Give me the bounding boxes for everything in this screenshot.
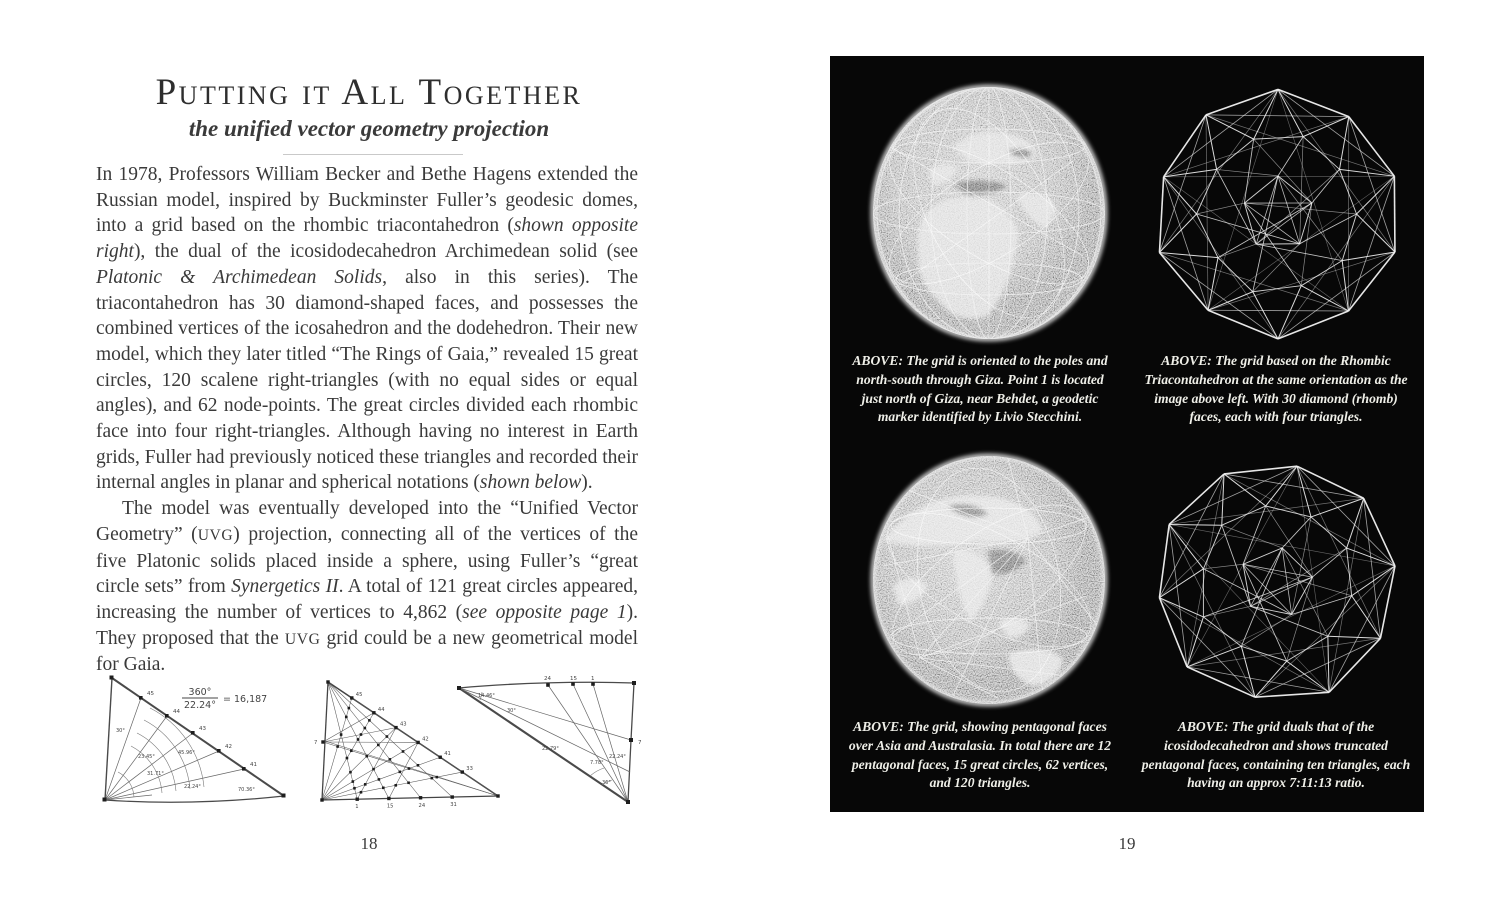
- angle-label: 70.36°: [238, 787, 255, 793]
- angle-label: 14.46°: [478, 693, 495, 699]
- angle-label: 31.71°: [147, 771, 164, 777]
- body-paragraph: In 1978, Professors William Becker and Bethe Hagens extended the Russian model, inspired by Buckminster Fuller’s geodesic domes, into a grid based on the rhombic triacontahedron (shown opposite right), the dual of the icosidodecahedron Archimedean solid (see Platonic & Archimedean Solids, also in this series). The triacontahedron has 30 diamond-shaped faces, and possesses the combined vertices of the icosahedron and the dodehedron. Their new model, which they later titled “The Rings of Gaia,” revealed 15 great circles, 120 scalene right-triangles (with no equal sides or equal angles), and 62 node-points. The great circles divided each rhombic face into four right-triangles. Although having no interest in Earth grids, Fuller had previously noticed these triangles and recorded their internal angles in planar and spherical notations (shown below).: [96, 164, 638, 494]
- node-label: 43: [199, 726, 206, 732]
- node-label: 41: [250, 762, 257, 768]
- figure-caption: ABOVE: The grid based on the Rhombic Triacontahedron at the same orientation as the image above left. With 30 diamond (rhomb) faces, each with four triangles.: [1144, 353, 1408, 425]
- subtitle-rule: [283, 154, 463, 155]
- svg-text:41: 41: [444, 751, 451, 758]
- formula-numerator: 360°: [188, 687, 212, 698]
- spherical-angles-diagram: [452, 672, 650, 812]
- svg-text:7: 7: [314, 740, 318, 746]
- svg-text:24: 24: [418, 802, 426, 809]
- page-number-right: 19: [1118, 834, 1136, 853]
- left-page: [88, 40, 650, 880]
- figure-panel: [830, 56, 1424, 812]
- planar-angles-diagram: [92, 668, 304, 820]
- formula: [182, 687, 267, 711]
- svg-text:15: 15: [386, 803, 394, 810]
- svg-text:43: 43: [400, 721, 407, 728]
- angle-label: 36°: [602, 780, 611, 786]
- body-paragraph: The model was eventually developed into the “Unified Vector Geometry” (UVG) projection, connecting all of the vertices of the five Platonic solids placed inside a sphere, using Fuller’s “great circle sets” from Synergetics II. A total of 121 great circles appeared, increasing the number of vertices to 4,862 (see opposite page 1). They proposed that the UVG grid could be a new geometrical model for Gaia.: [96, 498, 638, 676]
- page-subtitle: the unified vector geometry projection: [188, 116, 550, 142]
- angle-label: 7.78°: [590, 760, 604, 766]
- icosidodecahedron-dual-figure: [1144, 452, 1410, 714]
- page-title: Putting it All Together: [155, 71, 583, 113]
- angle-label: 23.45°: [138, 754, 155, 760]
- page-number-left: 18: [360, 834, 378, 853]
- point-label: 15: [570, 676, 577, 682]
- node-label: 45: [147, 691, 154, 697]
- angle-label: 45.96°: [178, 750, 195, 756]
- node-label: 44: [173, 709, 180, 715]
- svg-text:1: 1: [355, 804, 359, 811]
- figure-caption: ABOVE: The grid duals that of the icosidodecahedron and shows truncated pentagonal faces, containing ten triangles, each having an approx 7:11:13 ratio.: [1141, 719, 1411, 791]
- svg-text:33: 33: [466, 766, 473, 773]
- figure-caption: ABOVE: The grid, showing pentagonal faces over Asia and Australasia. In total there are 12 pentagonal faces, 15 great circles, 62 vertices, and 120 triangles.: [848, 719, 1112, 791]
- body-text: [96, 162, 638, 678]
- angle-label: 30°: [116, 728, 125, 734]
- angle-label: 22.24°: [184, 784, 201, 790]
- formula-denominator: 22.24°: [184, 700, 216, 711]
- angle-label: 30°: [507, 708, 516, 714]
- triangle-diagrams: [88, 666, 650, 824]
- point-label: 7: [638, 740, 642, 746]
- svg-text:44: 44: [377, 706, 385, 713]
- svg-text:42: 42: [422, 736, 429, 743]
- node-label: 42: [225, 744, 232, 750]
- point-label: 1: [591, 676, 595, 682]
- svg-text:45: 45: [355, 691, 363, 698]
- angle-label: 22.24°: [609, 754, 626, 760]
- angle-label: 22.79°: [542, 746, 559, 752]
- rhombic-triacontahedron-figure: [1142, 82, 1414, 348]
- globe-asia-australasia-figure: [858, 446, 1122, 716]
- formula-result: = 16,187: [223, 694, 268, 705]
- figure-caption: ABOVE: The grid is oriented to the poles and north-south through Giza. Point 1 is located just north of Giza, near Behdet, a geodetic marker identified by Livio Stecchini.: [852, 353, 1108, 425]
- point-label: 24: [544, 676, 551, 682]
- globe-europe-africa-figure: [858, 76, 1122, 350]
- svg-text:31: 31: [450, 802, 457, 809]
